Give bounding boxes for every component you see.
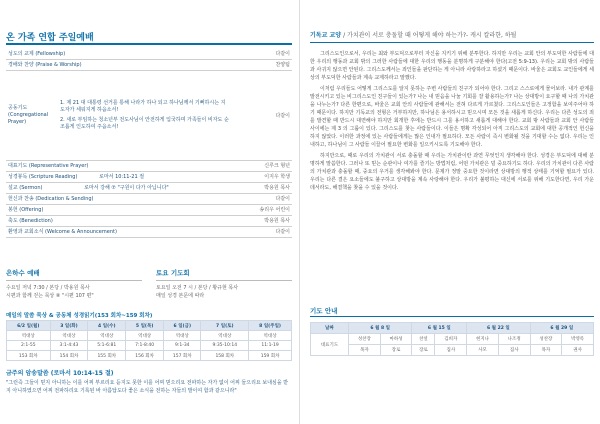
schedule-round: 159 회차: [249, 351, 292, 361]
guide-name: 권사: [562, 345, 594, 356]
order-leader: 신루크 형년: [242, 160, 292, 171]
order-label: 봉헌 (Offering): [6, 204, 242, 215]
prayer-label: 공동기도 (Congregational Prayer): [8, 104, 49, 125]
schedule-chapter: 9:1-34: [164, 341, 201, 351]
schedule-day: 3 일(화): [50, 321, 88, 331]
schedule-book: 역대상: [50, 331, 88, 341]
schedule-book-row: [7, 331, 292, 341]
order-label: 설교 (Sermon) 로마서 강해 ⑦ "구원이 다가 아닙니다": [6, 182, 242, 193]
order-row: [6, 171, 292, 182]
guide-role: 현지나: [467, 334, 499, 345]
schedule-head-row: [7, 321, 292, 331]
order-leader: 다같이: [242, 226, 292, 237]
schedule-day: 6/2 일(월): [7, 321, 51, 331]
guide-name: 장로: [412, 345, 435, 356]
schedule-round: 157 회차: [164, 351, 201, 361]
order-of-service: [6, 48, 292, 238]
order-label: 대표기도 (Representative Prayer): [6, 160, 242, 171]
article-paragraph: 하지만으로, 때로 우리의 가치관이 서로 충돌할 때 우리는 가치관이란 과연 무엇인지 생각해야 한다. 성경은 부도덕에 대해 분명하게 말씀한다. 그러나 또 믿는 순관이나 여가를 즐기는 방법처럼, 어떤 가치관은 덜 중요하기도 하다. 우리의 가치관이 다른 사람의 가치관과 충돌할 때, 중요의 우거를 생각해봐야 한다. 문제가 정말 중요한 것이라면 상대방의 행적 상태를 기억할 필요가 있다. 우리는 다른 결은 요소들에도 불구하고 상대방을 계속 사랑해야 한다. 우리가 불평하는 대신에 서로를 위해 기도한다면, 우리 가운데서라도, 해결책을 찾을 수 있을 것이다.: [310, 153, 594, 191]
order-leader: 찬양팀: [242, 59, 292, 70]
order-label: 성도의 교제 (Fellowship): [6, 48, 242, 59]
box-line: 시편과 함께 걷는 묵상 ⑧ "시편 107 편": [6, 293, 94, 299]
guide-name: 목자: [530, 345, 562, 356]
box-line: 매일 성경 본문에 따라: [156, 293, 205, 299]
guide-head: 날짜: [311, 323, 349, 334]
article-body: [310, 50, 594, 195]
order-row: [6, 204, 292, 215]
order-label: 헌신과 찬송 (Dedication & Sending): [6, 193, 242, 204]
schedule-day: 4 일(수): [88, 321, 126, 331]
order-leader: 박용원 목사: [242, 215, 292, 226]
schedule-round-row: [7, 351, 292, 361]
order-leader: 다같이: [242, 193, 292, 204]
guide-head: 6 월 22 일: [467, 323, 530, 334]
guide-head: 6 월 8 일: [349, 323, 412, 334]
schedule-round: 156 회차: [126, 351, 164, 361]
order-extra: 로마서 강해 ⑦ "구원이 다가 아닙니다": [84, 185, 169, 191]
reading-schedule-table: [6, 320, 292, 361]
schedule-book: 역대상: [201, 331, 249, 341]
schedule-book: 역대상: [88, 331, 126, 341]
schedule-chapter: 7:1-8:40: [126, 341, 164, 351]
guide-role: 찬설: [412, 334, 435, 345]
box-line: 수요일 저녁 7:30 / 본당 / 박용원 목사: [6, 285, 90, 291]
guide-head-row: [311, 323, 594, 334]
guide-role: 마하성: [380, 334, 412, 345]
prayer-item: 2. 새로 부임하는 청소년부 전도사님이 안전하게 입국하며 가족들이 비자도 순조롭게 인도하여 주옵소서!: [60, 116, 229, 130]
prayer-cell: [6, 70, 242, 160]
order-leader: 송리우 어린이: [242, 204, 292, 215]
prayer-leader: 다같이: [242, 70, 292, 160]
box-line: 토요일 오전 7 시 / 본당 / 황규현 목사: [156, 285, 239, 291]
guide-head: 6 월 29 일: [530, 323, 593, 334]
box-divider: [156, 280, 292, 281]
saturday-prayer-box: [156, 268, 292, 306]
article-title: 기독교 교양 / 가치관이 서로 충돌할 때 어떻게 해야 하는가?- 캐시 칼라한, 하될: [310, 32, 517, 39]
order-label: 환영과 교회소식 (Welcome & Announcement): [6, 226, 242, 237]
order-leader: 박용원 목사: [242, 182, 292, 193]
schedule-round: 154 회차: [50, 351, 88, 361]
guide-name: 집사: [435, 345, 467, 356]
guide-role-row: [311, 334, 594, 345]
order-row: [6, 193, 292, 204]
order-label: 성경봉독 (Scripture Reading) 로마서 10:11-21 절: [6, 171, 242, 182]
order-extra: 로마서 10:11-21 절: [98, 174, 145, 180]
guide-role: 성찬장: [530, 334, 562, 345]
schedule-round: 158 회차: [201, 351, 249, 361]
schedule-day: 8 일(주일): [249, 321, 292, 331]
prayer-items: [60, 97, 230, 134]
box-title: 토요 기도회: [156, 269, 190, 277]
schedule-chapter: 2:1-55: [7, 341, 51, 351]
order-leader: 이지우 학생: [242, 171, 292, 182]
schedule-round: 155 회차: [88, 351, 126, 361]
order-row: [6, 59, 292, 70]
order-row: [6, 48, 292, 59]
memory-verse-title: 금주의 암송말씀 (로마서 10:14-15 절): [6, 370, 114, 377]
schedule-chapter: 11:1-19: [249, 341, 292, 351]
guide-name: 장로: [380, 345, 412, 356]
article-paragraph: 그리스도인으로서, 우리는 최와 부도덕으로부터 자신을 지키기 위해 분투한다. 하지만 우리는 교회 안의 부도덕한 사람들에 대한 우리의 행동과 교회 밖의 그러한 사람들에 대한 우리의 행동을 분명하게 구분해야 한다(고전 5:9-13). 우리는 교회 밖의 사람들과 사귀지 않으면 안된다. 그리스도께서는 죄인들을 판단하는 게 아니라 사랑하라고 하셨기 때문이다. 바울은 교회도 교인들에게 세상의 부도덕한 사람들과 계속 교제하라고 말했다.: [310, 51, 594, 81]
right-panel: [302, 0, 600, 424]
schedule-chapter-row: [7, 341, 292, 351]
article-subtitle: / 가치관이 서로 충돌할 때 어떻게 해야 하는가?- 캐시 칼라한, 하될: [343, 32, 517, 39]
schedule-round: 153 회차: [7, 351, 51, 361]
title-divider: [6, 43, 292, 45]
box-title: 은하수 예배: [6, 269, 40, 277]
guide-row-label: 대표기도: [311, 334, 349, 356]
guide-head: 6 월 15 일: [412, 323, 467, 334]
guide-name: 집사: [498, 345, 530, 356]
article-paragraph: 이처럼 우리들도 어떻게 그리스도를 알지 못하는 주변 사람들의 친구가 되어야 한다. 그리고 스스로에게 물어보라. 내가 관계를 발전시키고 있는 비그리스도인 친구들이 있는가? 나는 내 믿음을 나눌 기회를 잘 활용하는가? 나는 상대방이 요구할 때 나의 가치관을 나누는가? 다른 한편으로, 바울은 교회 안의 사람들에 관해서는 전혀 다르게 가르쳤다. 그리스도인들은 고정함을 보여주어야 하기 때문이다. 하지만 기독교의 전형은 거부하지만, 하나님은 용서하시고 믿으시며 모든 것을 새롭게 하신다. 우리는 다른 성도의 죄를 발견할 때 반드시 대면해야 하지만 회개한 후에는 반드시 그를 용서하고 새롭게 대해야 한다. 교회 밖 사람들과 교회 안 사람들 사이에는 제 3 의 그룹이 있다. 그리스도를 찾는 사람들이다. 이들은 명확 각성되어 아직 그리스도의 교회에 대한 공개적인 헌신을 하지 않았다. 이러한 과정에 있는 사람들에게는 많은 인내가 필요하다. 모든 사람이 즉시 변화될 것을 기대할 수는 없다. 우리는 인내하고, 하나님이 그 사람들 이끌어 필요한 변화를 일으키시도록 기도해야 한다.: [310, 86, 594, 148]
guide-role: 김희자: [435, 334, 467, 345]
order-row: [6, 215, 292, 226]
schedule-title: 매일의 말씀 묵상 & 공동체 성경읽기(153 회차~159 회차): [6, 313, 153, 319]
order-leader: 다같이: [242, 48, 292, 59]
prayer-guide-title: 기도 안내: [310, 307, 338, 315]
prayer-item: 1. 제 21 대 대통령 선거를 통해 나라가 하나 되고 하나님께서 기뻐하시는 지도자가 세워지게 하옵소서!: [60, 99, 226, 113]
prayer-row: [6, 70, 292, 160]
guide-role: 나조정: [498, 334, 530, 345]
order-label: 경배와 찬양 (Praise & Worship): [6, 59, 242, 70]
schedule-book: 역대상: [126, 331, 164, 341]
guide-role: 성찬장: [349, 334, 381, 345]
guide-role: 박영록: [562, 334, 594, 345]
schedule-day: 7 일(토): [201, 321, 249, 331]
box-divider: [6, 280, 142, 281]
order-row: [6, 226, 292, 237]
schedule-chapter: 5:1-6:81: [88, 341, 126, 351]
schedule-book: 역대상: [249, 331, 292, 341]
guide-name: 목자: [349, 345, 381, 356]
guide-name: 사모: [467, 345, 499, 356]
order-label: 축도 (Benediction): [6, 215, 242, 226]
prayer-guide-table: [310, 322, 594, 356]
schedule-day: 5 일(목): [126, 321, 164, 331]
order-row: [6, 160, 292, 171]
guide-name-row: [311, 345, 594, 356]
schedule-chapter: 9:35-10:14: [201, 341, 249, 351]
order-row: [6, 182, 292, 193]
memory-verse-text: "그런즉 그들이 믿지 아니하는 이를 어찌 부르리요 듣지도 못한 이를 어찌 믿으리요 전파하는 자가 없이 어찌 들으리요 보내심을 받지 아니하였으면 어찌 전파하리요 기록된 바 아름답도다 좋은 소식을 전하는 자들의 발이여 함과 같으니라": [6, 380, 289, 394]
schedule-book: 역대상: [7, 331, 51, 341]
service-title: 온 가족 연합 주일예배: [6, 33, 94, 43]
prayer-guide-divider: [310, 316, 594, 317]
meetings-row: [6, 268, 292, 306]
article-divider: [310, 42, 594, 43]
schedule-day: 6 일(금): [164, 321, 201, 331]
schedule-chapter: 3:1-4:43: [50, 341, 88, 351]
wednesday-service-box: [6, 268, 142, 306]
schedule-book: 역대상: [164, 331, 201, 341]
